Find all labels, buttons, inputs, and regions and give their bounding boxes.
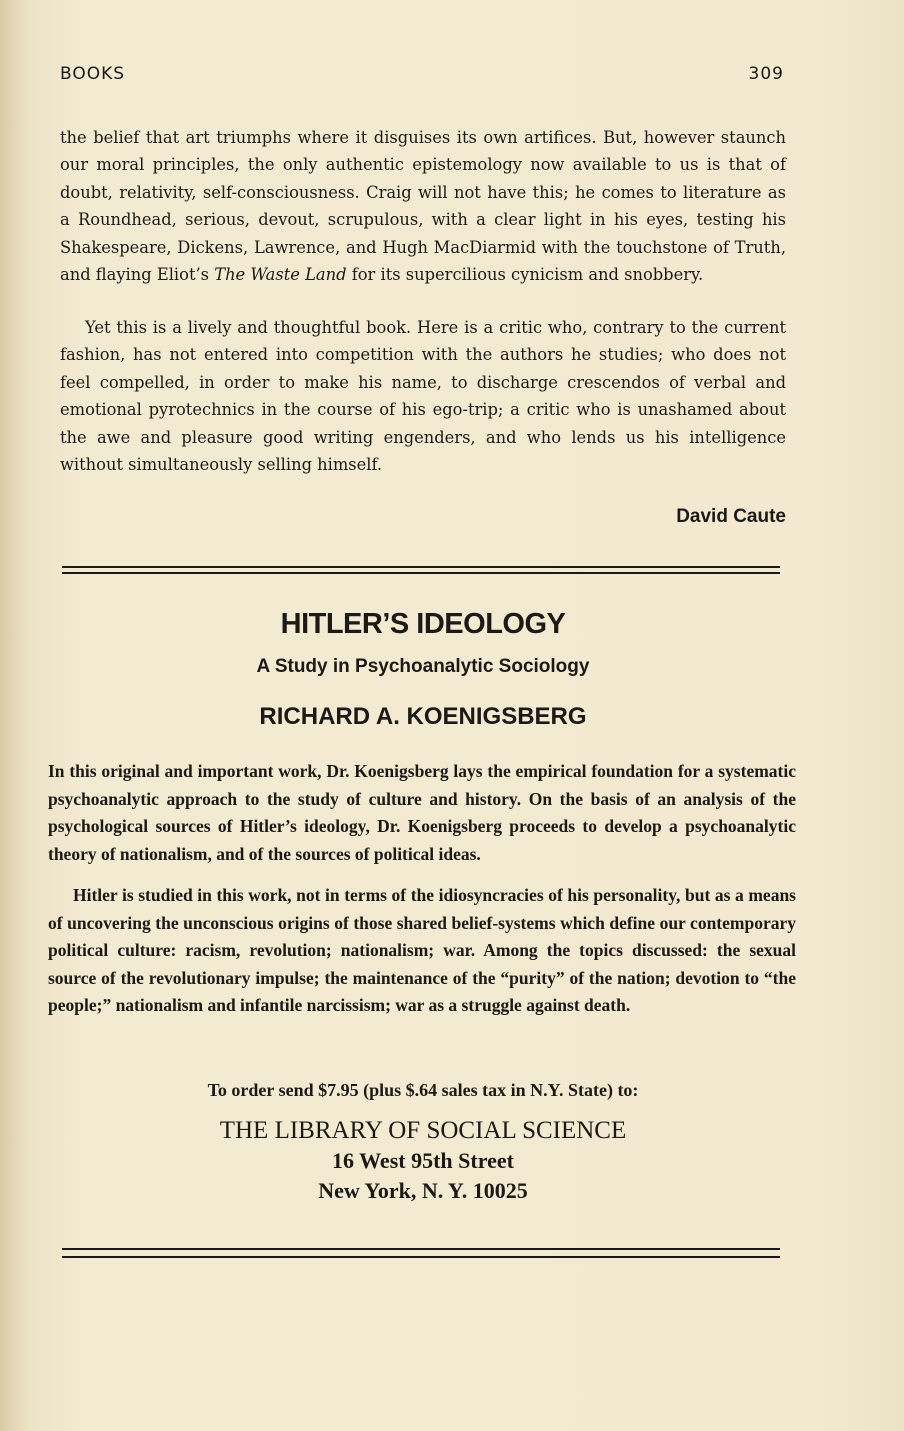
divider-rule-bottom-2: [62, 1256, 780, 1258]
publisher-street: 16 West 95th Street: [332, 1148, 514, 1173]
running-head: BOOKS: [60, 64, 126, 84]
ad-paragraph-1: In this original and important work, Dr. Koenigsberg lays the empirical foundation for a systematic psychoanalytic approach to the study of culture and history. On the basis of an analysis of the psychological sources of Hitler’s ideology, Dr. Koenigsberg proceeds to develop a psychoanalytic theory of nationalism, and of the sources of political ideas.: [48, 761, 796, 864]
ad-subtitle: A Study in Psychoanalytic Sociology: [256, 656, 590, 677]
reviewer-signature: David Caute: [676, 506, 786, 527]
review-paragraph-1-end: for its supercilious cynicism and snobbery.: [346, 265, 704, 285]
divider-rule-top-2: [62, 572, 780, 574]
review-paragraph-2: [60, 314, 786, 478]
publisher-city: New York, N. Y. 10025: [318, 1178, 528, 1203]
review-paragraph-2-text: Yet this is a lively and thoughtful book. Here is a critic who, contrary to the current fashion, has not entered into competition with the authors he studies; who does not feel compelled, in order to make his name, to discharge crescendos of verbal and emotional pyrotechnics in the course of his ego-trip; a critic who is unashamed about the awe and pleasure good writing engenders, and who lends us his intelligence without simultaneously selling himself.: [60, 318, 786, 475]
order-line: To order send $7.95 (plus $.64 sales tax in N.Y. State) to:: [207, 1080, 639, 1100]
book-title-waste-land: The Waste Land: [214, 265, 347, 285]
review-paragraph-1-text: the belief that art triumphs where it disguises its own artifices. But, however staunch our moral principles, the only authentic epistemology now available to us is that of doubt, relativity, self-consciousness. Craig will not have this; he comes to literature as a Roundhead, serious, devout, scrupulous, with a clear light in his eyes, testing his Shakespeare, Dickens, Lawrence, and Hugh MacDiarmid with the touchstone of Truth, and flaying Eliot’s: [60, 128, 786, 285]
review-paragraph-1: [60, 124, 786, 288]
ad-title: HITLER’S IDEOLOGY: [280, 608, 566, 640]
divider-rule-top-1: [62, 566, 780, 568]
publisher-name: THE LIBRARY OF SOCIAL SCIENCE: [219, 1117, 627, 1144]
divider-rule-bottom-1: [62, 1248, 780, 1250]
page-number: 309: [748, 64, 784, 84]
ad-author: RICHARD A. KOENIGSBERG: [259, 703, 587, 730]
page-header: [60, 64, 784, 88]
ad-paragraph-2: Hitler is studied in this work, not in terms of the idiosyncracies of his personality, but as a means of uncovering the unconscious origins of those shared belief-systems which define our contemporary political culture: racism, revolution; nationalism; war. Among the topics discussed: the sexual source of the revolutionary impulse; the maintenance of the “purity” of the nation; devotion to “the people;” nationalism and infantile narcissism; war as a struggle against death.: [48, 885, 796, 1015]
